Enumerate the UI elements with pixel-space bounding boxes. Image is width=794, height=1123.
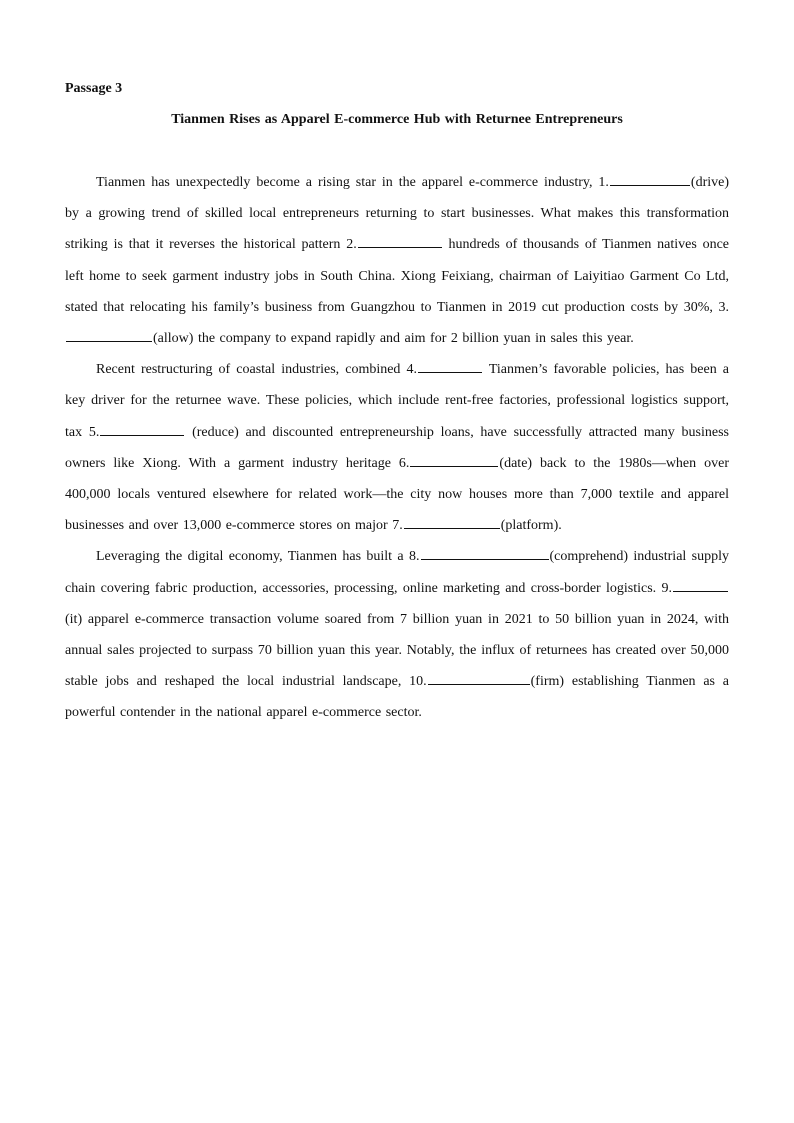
blank-hint: (date) [499,455,533,471]
paragraph-text: establishing Tianmen as a powerful contender in the national apparel e-commerce sector. [65,674,729,721]
paragraph-text: industrial supply chain covering fabric production, accessories, processing, online marketing and cross-border logistics. [65,549,729,596]
blank-number: 9. [661,580,672,596]
paragraph-text: Recent restructuring of coastal industries, combined [96,362,407,378]
blank-hint: (drive) [690,175,729,190]
fill-in-blank[interactable] [418,360,482,373]
paragraph-text: Tianmen’s favorable policies, has been a key driver for the returnee wave. These policies, which include rent-free factories, professional logistics support, tax [65,362,729,440]
blank-number: 7. [392,518,403,534]
paragraph-text: Leveraging the digital economy, Tianmen has built a [96,549,410,565]
paragraph-text: Tianmen has unexpectedly become a rising star in the apparel e-commerce industry, [96,175,599,190]
blank-hint: (comprehend) [549,549,629,565]
paragraph-text: the company to expand rapidly and aim for 2 billion yuan in sales this year. [193,331,634,347]
blank-number: 6. [398,455,410,471]
paragraph [65,541,729,728]
passage-title: Tianmen Rises as Apparel E-commerce Hub with Returnee Entrepreneurs [171,112,623,127]
blank-number: 5. [88,424,100,440]
blank-number: 8. [409,549,420,565]
paragraph-text: back to the 1980s—when over 400,000 locals ventured elsewhere for related work—the city now houses more than 7,000 textile and apparel businesses and over 13,000 e-commerce stores on major [65,455,729,534]
fill-in-blank[interactable] [358,235,442,248]
blank-number: 4. [406,362,418,378]
fill-in-blank[interactable] [673,579,728,592]
blank-number: 2. [346,237,357,253]
blank-hint: (allow) [153,331,194,347]
blank-hint: (platform). [500,518,562,534]
blank-hint: (firm) [530,674,565,690]
fill-in-blank[interactable] [66,329,152,342]
blank-number: 10. [409,674,427,690]
paragraph [65,167,729,354]
passage-label: Passage 3 [65,81,123,96]
paragraph-text: hundreds of thousands of Tianmen natives once left home to seek garment industry jobs in South China. Xiong Feixiang, chairman of Laiyitiao Garment Co Ltd, stated that relocating his family’s business from Guangzhou to Tianmen in 2019 cut production costs by 30%, [65,237,729,315]
blank-hint: (it) [65,611,83,627]
passage-body [65,167,729,729]
paragraph-text: by a growing trend of skilled local entrepreneurs returning to start businesses. What makes this transformation striking is that it reverses the historical pattern [65,206,729,253]
fill-in-blank[interactable] [410,454,498,467]
paragraph-text: apparel e-commerce transaction volume soared from 7 billion yuan in 2021 to 50 billion yuan in 2024, with annual sales projected to surpass 70 billion yuan this year. Notably, the influx of returnees has created over 50,000 stable jobs and reshaped the local industrial landscape, [65,611,729,690]
fill-in-blank[interactable] [610,173,690,186]
fill-in-blank[interactable] [421,547,549,560]
paragraph-text: (reduce) and discounted entrepreneurship loans, have successfully attracted many business owners like Xiong. With a garment industry heritage [65,424,730,471]
blank-number: 3. [718,299,729,315]
fill-in-blank[interactable] [404,516,500,529]
fill-in-blank[interactable] [100,423,184,436]
fill-in-blank[interactable] [428,672,530,685]
paragraph [65,354,729,541]
blank-number: 1. [598,175,609,190]
